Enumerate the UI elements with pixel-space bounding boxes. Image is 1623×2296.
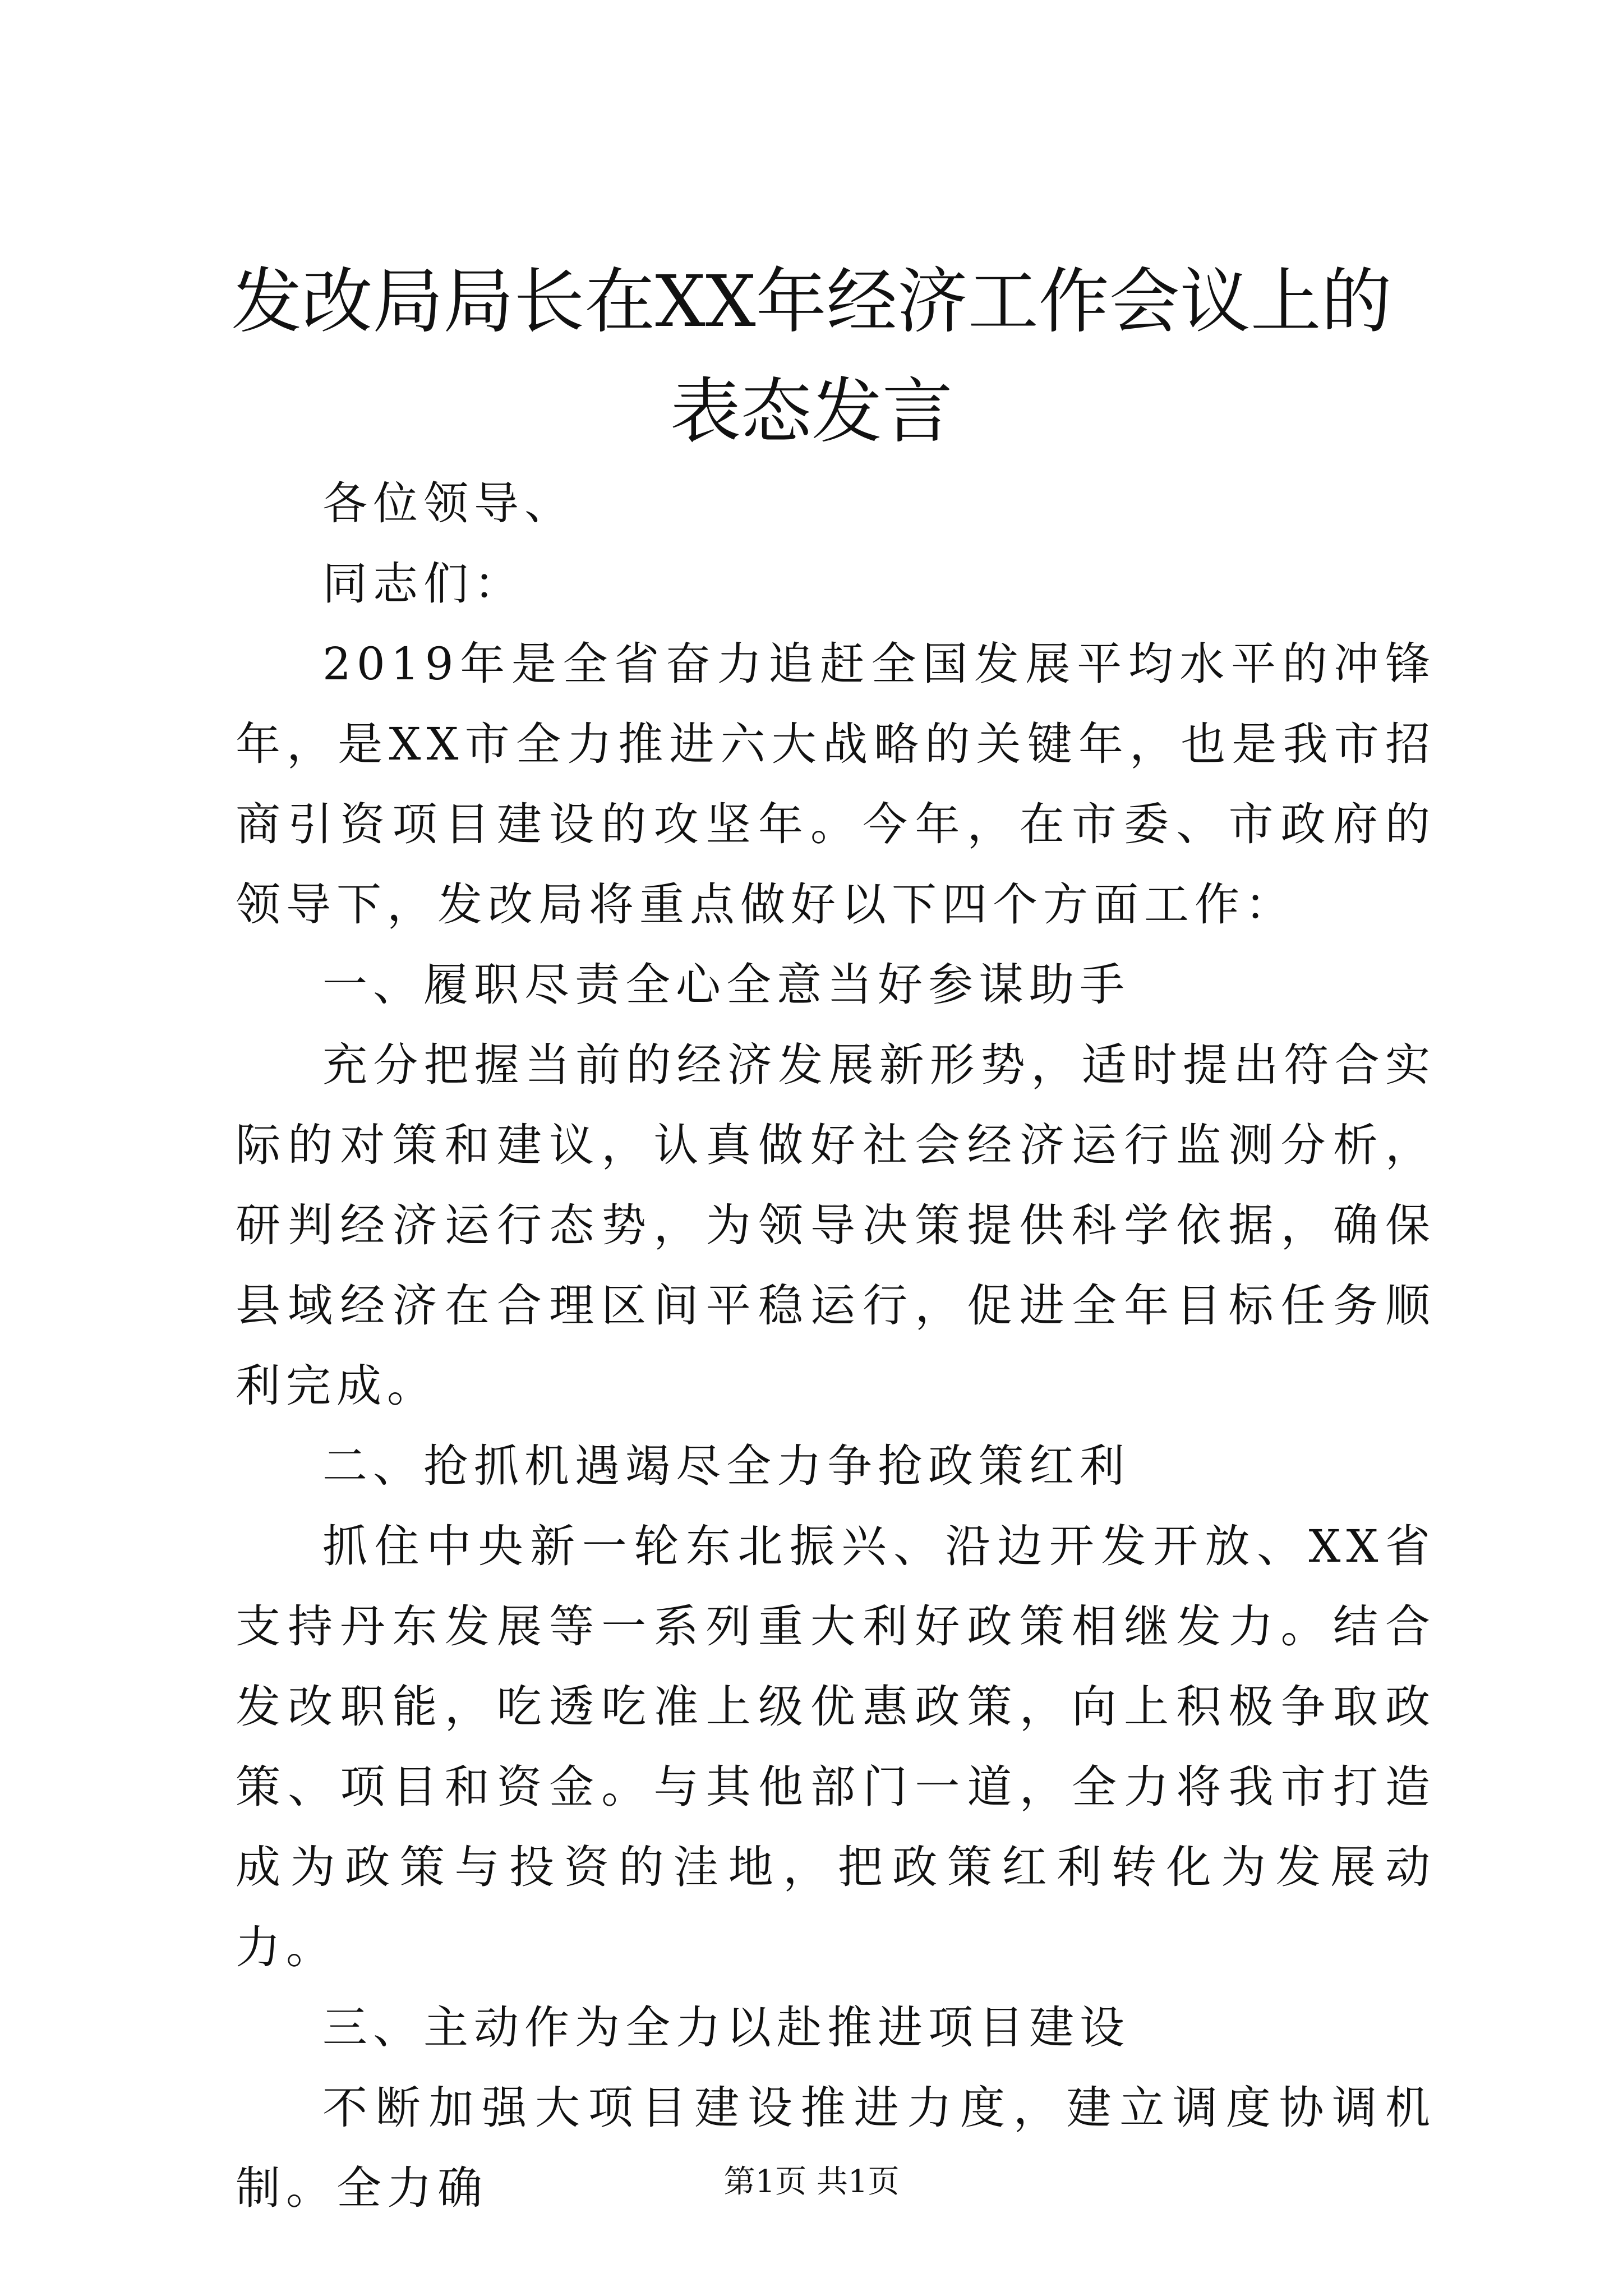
section-2-body: 抓住中央新一轮东北振兴、沿边开发开放、XX省支持丹东发展等一系列重大利好政策相继发力。结合发改职能，吃透吃准上级优惠政策，向上积极争取政策、项目和资金。与其他部门一道，全力将我市打造成为政策与投资的洼地，把政策红利转化为发展动力。 bbox=[236, 1520, 1436, 1973]
section-2-heading: 二、抢抓机遇竭尽全力争抢政策红利 bbox=[322, 1440, 1130, 1492]
document-body bbox=[236, 463, 1436, 2228]
salutation-leaders: 各位领导、 bbox=[322, 477, 575, 530]
document-title: 发改局局长在XX年经济工作会议上的表态发言 bbox=[231, 260, 1392, 453]
intro-paragraph: 2019年是全省奋力追赶全国发展平均水平的冲锋年，是XX市全力推进六大战略的关键年，也是我市招商引资项目建设的攻坚年。今年，在市委、市政府的领导下，发改局将重点做好以下四个方面工作： bbox=[236, 638, 1436, 931]
section-1-heading: 一、履职尽责全心全意当好参谋助手 bbox=[322, 959, 1130, 1011]
page-footer: 第1页 共1页 bbox=[723, 2164, 900, 2200]
salutation-comrades: 同志们： bbox=[322, 558, 524, 610]
section-1-body: 充分把握当前的经济发展新形势，适时提出符合实际的对策和建议，认真做好社会经济运行监测分析，研判经济运行态势，为领导决策提供科学依据，确保县域经济在合理区间平稳运行，促进全年目标任务顺利完成。 bbox=[236, 1039, 1436, 1412]
section-3-body: 不断加强大项目建设推进力度，建立调度协调机制。全力确 bbox=[236, 2082, 1436, 2214]
section-3-heading: 三、主动作为全力以赴推进项目建设 bbox=[322, 2001, 1130, 2054]
